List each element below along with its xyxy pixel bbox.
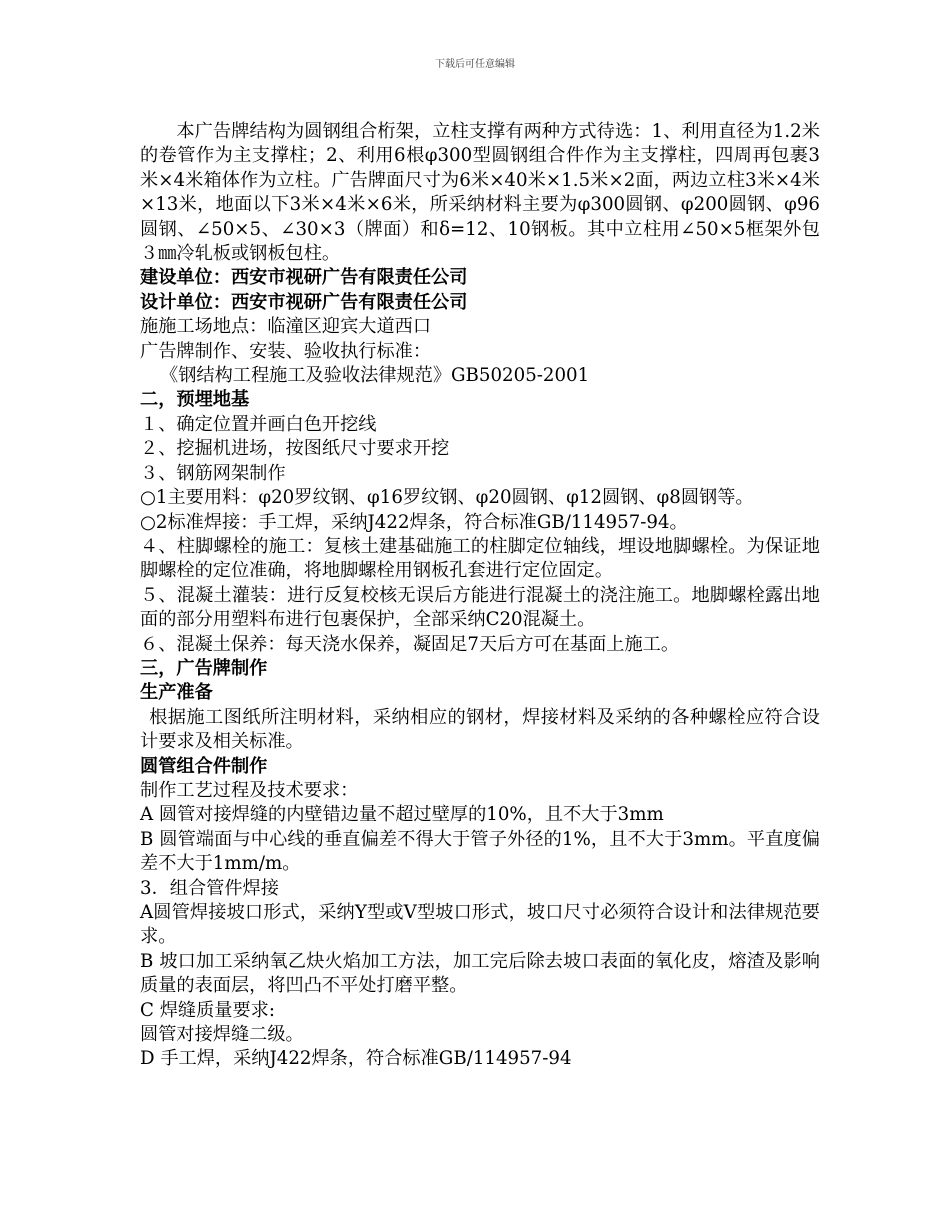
section-heading-foundation: 二，预埋地基 — [140, 389, 250, 411]
list-item: A 圆管对接焊缝的内壁错边量不超过壁厚的10%，且不大于3mm — [140, 804, 664, 826]
standards-reference: 《钢结构工程施工及验收法律规范》GB50205-2001 — [160, 365, 590, 387]
list-item: 圆管对接焊缝二级。 — [140, 1024, 304, 1046]
subheading-welding: 3．组合管件焊接 — [140, 877, 279, 899]
list-item: ５、混凝土灌装：进行反复校核无误后方能进行混凝土的浇注施工。地脚螺栓露出地面的部分用塑料布进行包裹保护，全部采纳C20混凝土。 — [140, 584, 820, 631]
intro-paragraph: 本广告牌结构为圆钢组合桁架，立柱支撑有两种方式待选：1、利用直径为1.2米的卷管作为主支撑柱；2、利用6根φ300型圆钢组合件作为主支撑柱，四周再包裹3米×4米箱体作为立柱。广告牌面尺寸为6米×40米×1.5米×2面，两边立柱3米×4米×13米，地面以下3米×4米×6米，所采纳材料主要为φ300圆钢、φ200圆钢、φ96圆钢、∠50×5、∠30×3（牌面）和δ=12、10钢板。其中立柱用∠50×5框架外包３㎜冷轧板或钢板包柱。 — [140, 121, 820, 265]
list-item: １、确定位置并画白色开挖线 — [140, 413, 377, 435]
design-unit: 设计单位：西安市视研广告有限责任公司 — [140, 291, 468, 313]
process-label: 制作工艺过程及技术要求： — [140, 779, 359, 801]
document-body — [140, 120, 820, 1072]
section-heading-billboard: 三，广告牌制作 — [140, 657, 268, 679]
list-item: B 圆管端面与中心线的垂直偏差不得大于管子外径的1%，且不大于3mm。平直度偏差不大于1mm/m。 — [140, 828, 820, 875]
subheading-tube-assembly: 圆管组合件制作 — [140, 755, 268, 777]
list-item: C 焊缝质量要求: — [140, 999, 275, 1021]
list-item: ○1主要用料：φ20罗纹钢、φ16罗纹钢、φ20圆钢、φ12圆钢、φ8圆钢等。 — [140, 487, 754, 509]
list-item: ２、挖掘机进场，按图纸尺寸要求开挖 — [140, 438, 450, 460]
list-item: D 手工焊，采纳J422焊条，符合标准GB/114957-94 — [140, 1048, 572, 1070]
standards-label: 广告牌制作、安装、验收执行标准： — [140, 340, 432, 362]
list-item: A圆管焊接坡口形式，采纳Y型或V型坡口形式，坡口尺寸必须符合设计和法律规范要求。 — [140, 902, 820, 948]
construction-site: 施施工场地点：临潼区迎宾大道西口 — [140, 316, 432, 338]
list-item: ○2标准焊接：手工焊，采纳J422焊条，符合标准GB/114957-94。 — [140, 511, 688, 533]
preparation-paragraph: 根据施工图纸所注明材料，采纳相应的钢材，焊接材料及采纳的各种螺栓应符合设计要求及相关标准。 — [140, 706, 820, 753]
list-item: ４、柱脚螺栓的施工：复核土建基础施工的柱脚定位轴线，埋设地脚螺栓。为保证地脚螺栓的定位准确，将地脚螺栓用钢板孔套进行定位固定。 — [140, 535, 820, 582]
page-header: 下载后可任意编辑 — [435, 59, 515, 70]
list-item: ３、钢筋网架制作 — [140, 462, 286, 484]
construction-unit: 建设单位：西安市视研广告有限责任公司 — [140, 267, 468, 289]
list-item: B 坡口加工采纳氧乙炔火焰加工方法，加工完后除去坡口表面的氧化皮，熔渣及影响质量的表面层，将凹凸不平处打磨平整。 — [140, 950, 820, 997]
list-item: ６、混凝土保养：每天浇水保养，凝固足7天后方可在基面上施工。 — [140, 633, 680, 655]
subheading-preparation: 生产准备 — [140, 682, 213, 704]
